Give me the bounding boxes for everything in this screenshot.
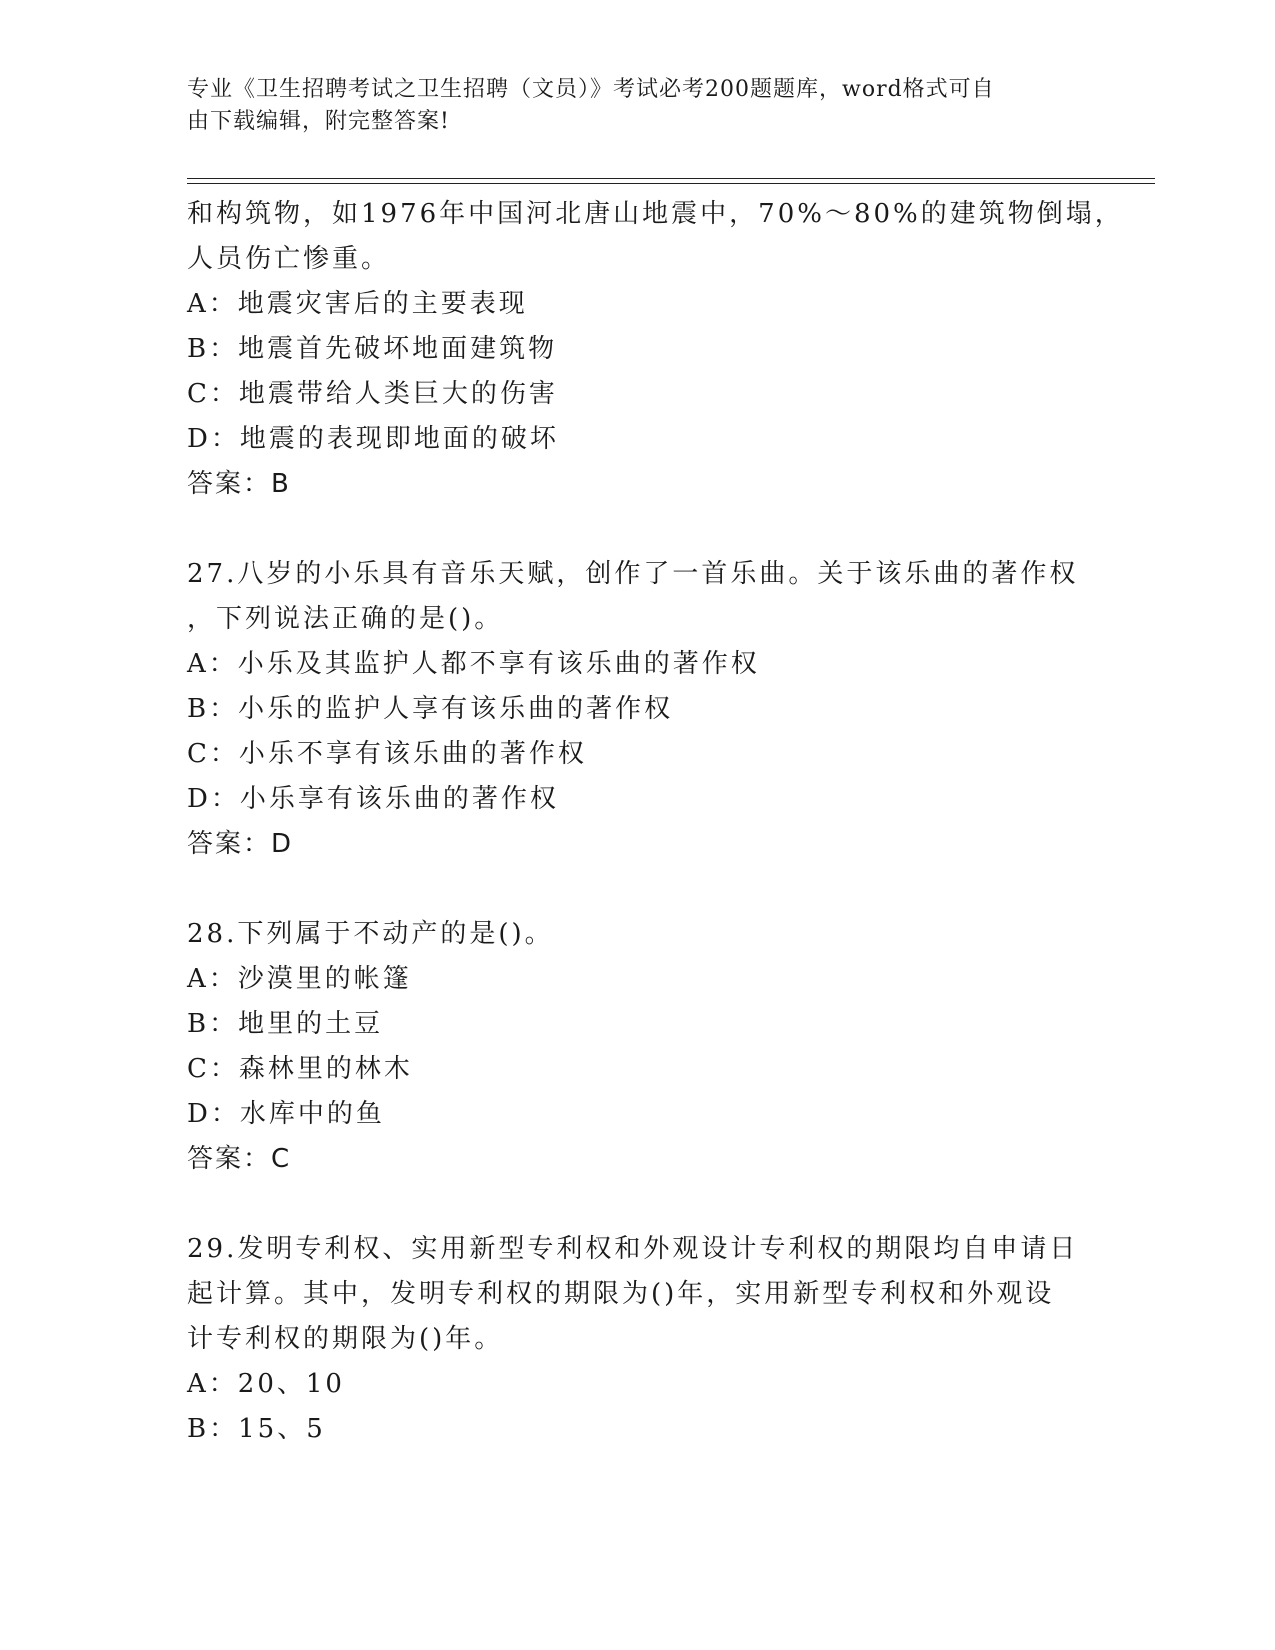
- spacer: [187, 867, 1087, 912]
- question-28: [187, 912, 1087, 1182]
- answer-label: 答案：D: [187, 829, 294, 859]
- question-stem-line: 起计算。其中，发明专利权的期限为()年，实用新型专利权和外观设: [187, 1279, 1055, 1309]
- option-b: B：15、5: [187, 1414, 326, 1444]
- option-b: B：地震首先破坏地面建筑物: [187, 334, 558, 364]
- question-26: [187, 192, 1124, 507]
- option-b: B：小乐的监护人享有该乐曲的著作权: [187, 694, 674, 724]
- option-a: A：沙漠里的帐篷: [187, 964, 412, 994]
- header-divider-top: [187, 178, 1155, 179]
- question-stem-line: 和构筑物，如1976年中国河北唐山地震中，70%～80%的建筑物倒塌，: [187, 199, 1124, 229]
- header-divider-bottom: [187, 183, 1155, 184]
- answer-label: 答案：C: [187, 1144, 292, 1174]
- question-stem-line: 28.下列属于不动产的是()。: [187, 919, 554, 949]
- question-stem-line: 人员伤亡惨重。: [187, 244, 391, 274]
- answer-label: 答案：B: [187, 469, 291, 499]
- option-a: A：地震灾害后的主要表现: [187, 289, 528, 319]
- question-stem-line: 29.发明专利权、实用新型专利权和外观设计专利权的期限均自申请日: [187, 1234, 1079, 1264]
- question-stem-line: ，下列说法正确的是()。: [187, 604, 504, 634]
- option-a: A：20、10: [187, 1369, 345, 1399]
- option-c: C：森林里的林木: [187, 1054, 413, 1084]
- question-27: [187, 552, 1087, 867]
- option-d: D：地震的表现即地面的破坏: [187, 424, 559, 454]
- document-header: [187, 74, 1067, 138]
- option-d: D：小乐享有该乐曲的著作权: [187, 784, 559, 814]
- header-title-line-1: 专业《卫生招聘考试之卫生招聘（文员）》考试必考200题题库，word格式可自: [187, 77, 995, 102]
- header-title-line-2: 由下载编辑，附完整答案!: [187, 109, 450, 134]
- spacer: [187, 1182, 1087, 1227]
- question-stem-line: 27.八岁的小乐具有音乐天赋，创作了一首乐曲。关于该乐曲的著作权: [187, 559, 1079, 589]
- spacer: [187, 507, 1087, 552]
- option-d: D：水库中的鱼: [187, 1099, 385, 1129]
- option-c: C：小乐不享有该乐曲的著作权: [187, 739, 587, 769]
- question-stem-line: 计专利权的期限为()年。: [187, 1324, 504, 1354]
- question-list: [187, 192, 1124, 1452]
- question-29: [187, 1227, 1087, 1452]
- option-b: B：地里的土豆: [187, 1009, 384, 1039]
- option-c: C：地震带给人类巨大的伤害: [187, 379, 558, 409]
- option-a: A：小乐及其监护人都不享有该乐曲的著作权: [187, 649, 760, 679]
